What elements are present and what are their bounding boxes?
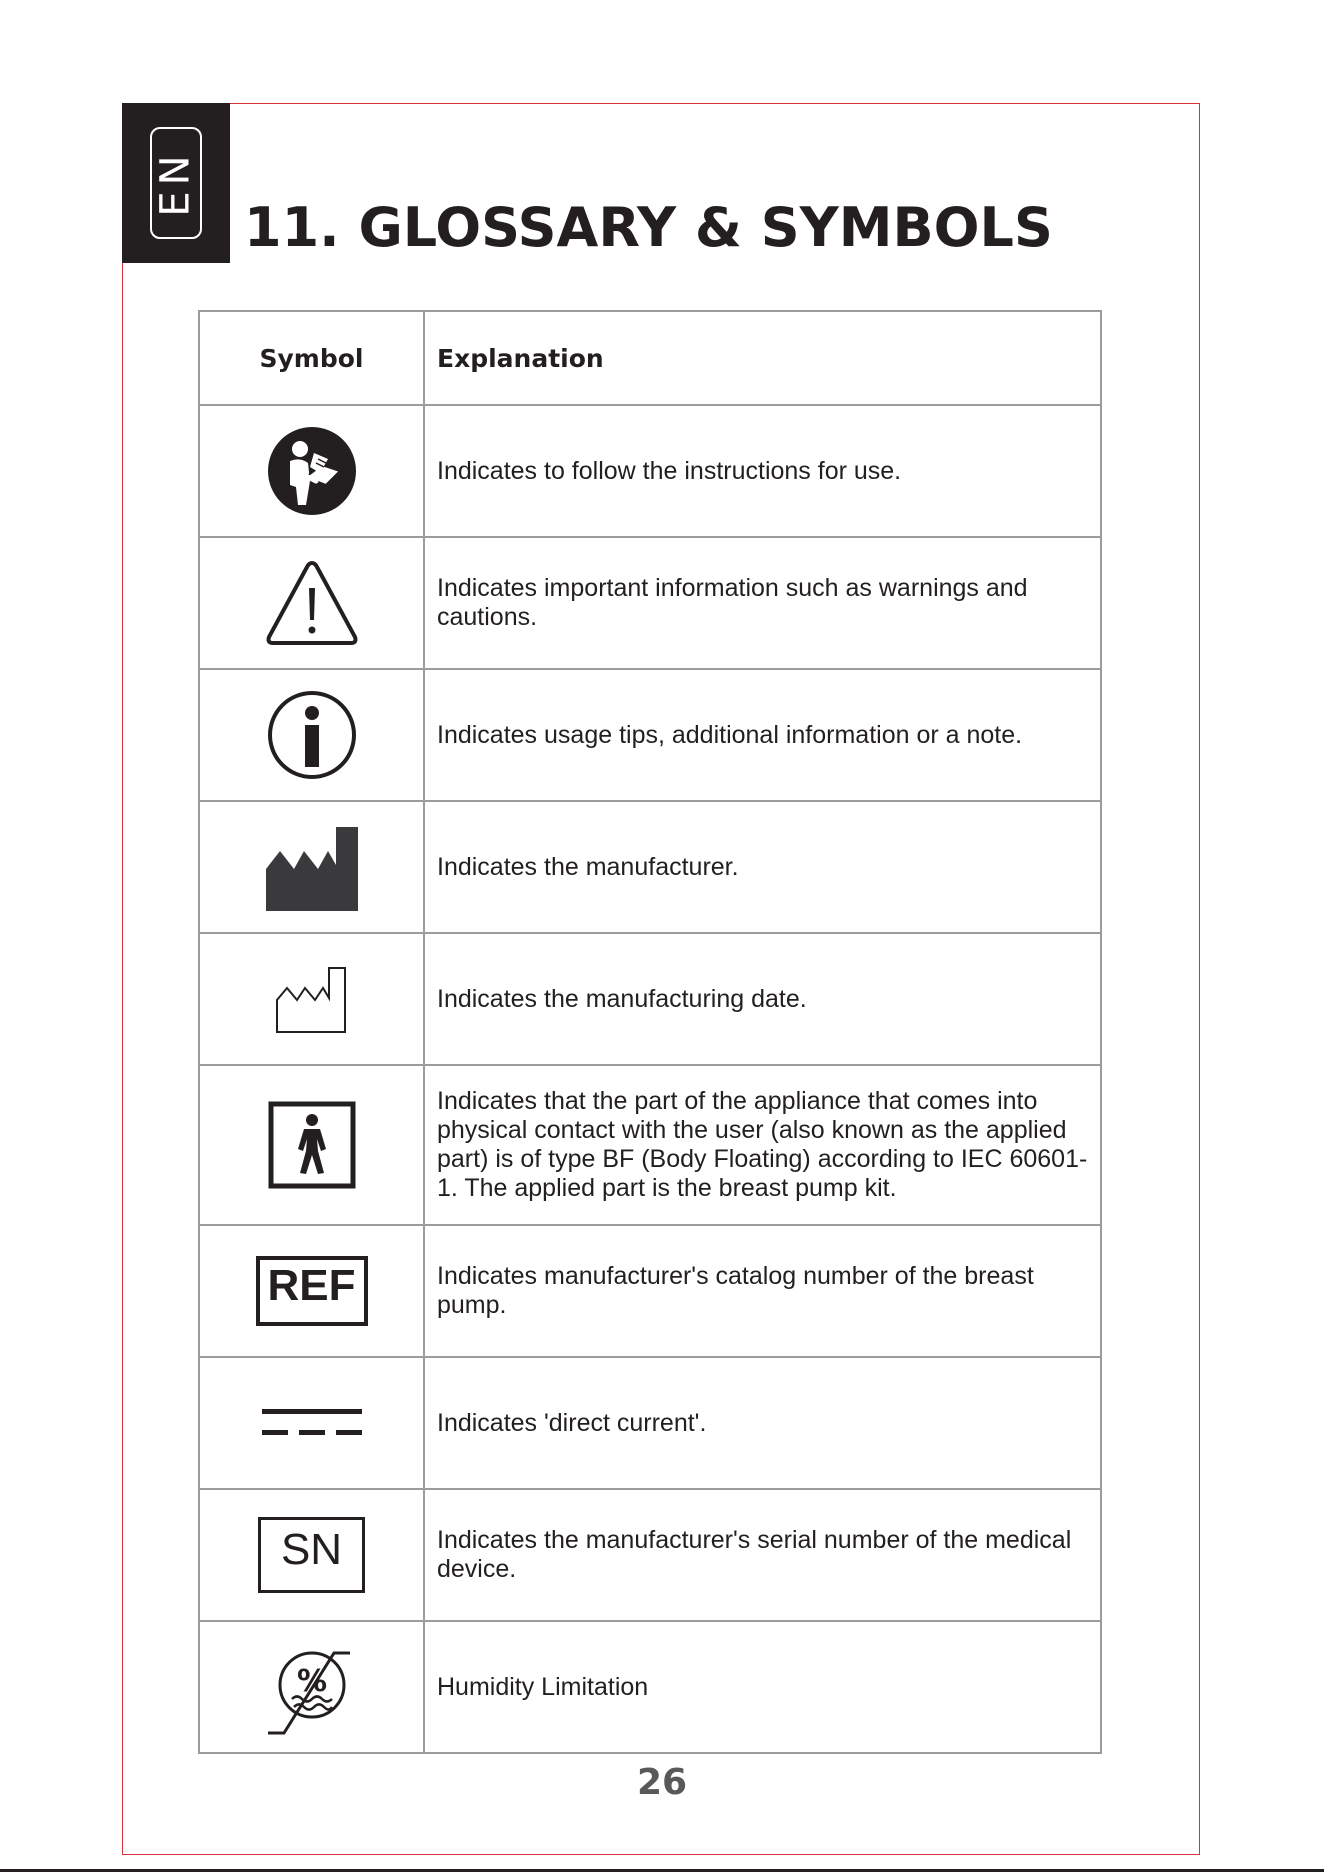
warning-triangle-icon <box>264 558 360 648</box>
instructions-for-use-icon <box>266 425 358 517</box>
glossary-table <box>198 310 1102 1754</box>
explanation-cell: Indicates manufacturer's catalog number of the breast pump. <box>424 1225 1101 1357</box>
symbol-cell <box>199 933 424 1065</box>
symbol-cell <box>199 537 424 669</box>
table-row <box>199 669 1101 801</box>
page-title: 11. GLOSSARY & SYMBOLS <box>244 196 1053 259</box>
explanation-cell: Humidity Limitation <box>424 1621 1101 1753</box>
symbol-cell <box>199 669 424 801</box>
table-row <box>199 1489 1101 1621</box>
table-row <box>199 1621 1101 1753</box>
language-pill <box>150 127 202 239</box>
table-row <box>199 1225 1101 1357</box>
manufacturing-date-icon <box>275 964 349 1034</box>
explanation-cell: Indicates 'direct current'. <box>424 1357 1101 1489</box>
serial-number-icon <box>258 1517 365 1593</box>
symbol-cell <box>199 1489 424 1621</box>
explanation-cell: Indicates the manufacturing date. <box>424 933 1101 1065</box>
table-row <box>199 801 1101 933</box>
humidity-limitation-icon <box>264 1639 360 1735</box>
explanation-cell: Indicates important information such as warnings and cautions. <box>424 537 1101 669</box>
sn-label: SN <box>280 1525 343 1574</box>
ref-catalog-number-icon <box>256 1256 368 1326</box>
manufacturer-icon <box>264 821 360 913</box>
direct-current-icon <box>260 1405 364 1441</box>
ref-label: REF <box>267 1261 356 1310</box>
page-number: 26 <box>636 1762 688 1803</box>
table-row <box>199 405 1101 537</box>
table-row <box>199 537 1101 669</box>
symbol-cell <box>199 1621 424 1753</box>
table-row <box>199 1065 1101 1225</box>
explanation-cell: Indicates to follow the instructions for use. <box>424 405 1101 537</box>
type-bf-applied-part-icon <box>268 1101 356 1189</box>
language-label: EN <box>153 149 200 217</box>
explanation-column-header: Explanation <box>424 311 1101 405</box>
symbol-cell <box>199 405 424 537</box>
explanation-cell: Indicates the manufacturer's serial number of the medical device. <box>424 1489 1101 1621</box>
symbol-cell <box>199 1357 424 1489</box>
table-row <box>199 1357 1101 1489</box>
explanation-cell: Indicates that the part of the appliance that comes into physical contact with the user (also known as the applied part) is of type BF (Body Floating) according to IEC 60601-1. The applied part is the breast pump kit. <box>424 1065 1101 1225</box>
symbol-cell <box>199 1065 424 1225</box>
table-row <box>199 933 1101 1065</box>
explanation-cell: Indicates the manufacturer. <box>424 801 1101 933</box>
info-icon <box>266 689 358 781</box>
symbol-cell <box>199 1225 424 1357</box>
symbol-cell <box>199 801 424 933</box>
explanation-cell: Indicates usage tips, additional information or a note. <box>424 669 1101 801</box>
language-tab <box>122 103 230 263</box>
humidity-percent-label: % <box>296 1664 327 1699</box>
symbol-column-header: Symbol <box>199 311 424 405</box>
table-header-row <box>199 311 1101 405</box>
